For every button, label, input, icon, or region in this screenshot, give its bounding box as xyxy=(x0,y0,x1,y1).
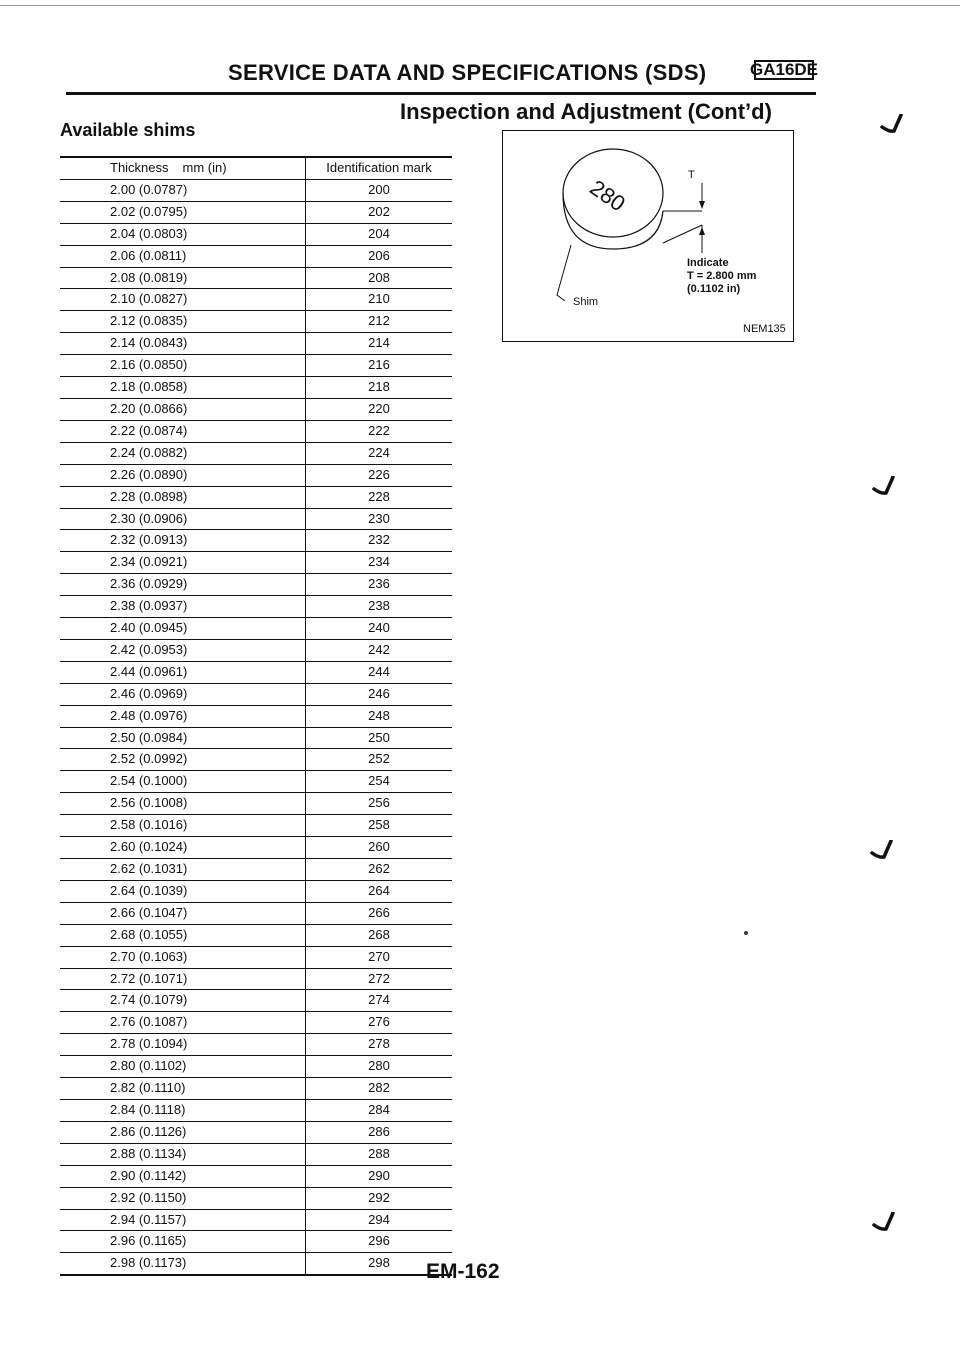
thickness-cell: 2.70 (0.1063) xyxy=(60,946,306,968)
identification-mark-cell: 260 xyxy=(306,837,453,859)
check-mark-icon xyxy=(870,840,894,862)
indicate-value: T = 2.800 mm xyxy=(687,270,757,282)
identification-mark-cell: 232 xyxy=(306,530,453,552)
thickness-cell: 2.54 (0.1000) xyxy=(60,771,306,793)
thickness-cell: 2.92 (0.1150) xyxy=(60,1187,306,1209)
thickness-header-label: Thickness xyxy=(110,160,169,175)
thickness-cell: 2.50 (0.0984) xyxy=(60,727,306,749)
thickness-cell: 2.28 (0.0898) xyxy=(60,486,306,508)
thickness-cell: 2.42 (0.0953) xyxy=(60,639,306,661)
identification-mark-cell: 270 xyxy=(306,946,453,968)
table-row xyxy=(60,1121,452,1143)
thickness-cell: 2.12 (0.0835) xyxy=(60,311,306,333)
engine-badge: GA16DE xyxy=(749,60,819,79)
table-row xyxy=(60,420,452,442)
table-row xyxy=(60,574,452,596)
thickness-cell: 2.36 (0.0929) xyxy=(60,574,306,596)
identification-mark-cell: 206 xyxy=(306,245,453,267)
table-row xyxy=(60,1253,452,1275)
identification-mark-cell: 226 xyxy=(306,464,453,486)
shim-table xyxy=(60,156,452,1276)
thickness-cell: 2.52 (0.0992) xyxy=(60,749,306,771)
thickness-cell: 2.38 (0.0937) xyxy=(60,596,306,618)
thickness-cell: 2.04 (0.0803) xyxy=(60,223,306,245)
table-row xyxy=(60,596,452,618)
table-row xyxy=(60,1012,452,1034)
table-row xyxy=(60,267,452,289)
identification-mark-cell: 246 xyxy=(306,683,453,705)
check-mark-icon xyxy=(872,1212,896,1234)
identification-mark-cell: 282 xyxy=(306,1078,453,1100)
identification-mark-cell: 274 xyxy=(306,990,453,1012)
table-row xyxy=(60,552,452,574)
identification-mark-cell: 272 xyxy=(306,968,453,990)
identification-mark-cell: 236 xyxy=(306,574,453,596)
thickness-cell: 2.08 (0.0819) xyxy=(60,267,306,289)
table-row xyxy=(60,837,452,859)
thickness-cell: 2.22 (0.0874) xyxy=(60,420,306,442)
table-row xyxy=(60,1034,452,1056)
thickness-cell: 2.62 (0.1031) xyxy=(60,859,306,881)
shim-label: Shim xyxy=(573,296,599,308)
identification-mark-cell: 276 xyxy=(306,1012,453,1034)
table-row xyxy=(60,793,452,815)
table-row xyxy=(60,990,452,1012)
table-row xyxy=(60,333,452,355)
identification-mark-cell: 220 xyxy=(306,398,453,420)
table-row xyxy=(60,223,452,245)
table-row xyxy=(60,1099,452,1121)
table-row xyxy=(60,1143,452,1165)
identification-mark-cell: 240 xyxy=(306,618,453,640)
thickness-unit-label: mm (in) xyxy=(182,160,227,175)
thickness-cell: 2.60 (0.1024) xyxy=(60,837,306,859)
table-row xyxy=(60,1056,452,1078)
table-row xyxy=(60,639,452,661)
table-row xyxy=(60,968,452,990)
identification-mark-cell: 208 xyxy=(306,267,453,289)
identification-mark-cell: 268 xyxy=(306,924,453,946)
shim-identification-mark: 280 xyxy=(585,174,630,217)
thickness-cell: 2.94 (0.1157) xyxy=(60,1209,306,1231)
table-row xyxy=(60,508,452,530)
shim-table-body xyxy=(60,179,452,1275)
identification-mark-cell: 218 xyxy=(306,377,453,399)
check-mark-icon xyxy=(872,476,896,498)
identification-mark-cell: 210 xyxy=(306,289,453,311)
identification-mark-cell: 214 xyxy=(306,333,453,355)
identification-mark-cell: 228 xyxy=(306,486,453,508)
thickness-cell: 2.30 (0.0906) xyxy=(60,508,306,530)
thickness-cell: 2.18 (0.0858) xyxy=(60,377,306,399)
table-row xyxy=(60,705,452,727)
section-title: Available shims xyxy=(60,120,196,140)
table-row xyxy=(60,486,452,508)
thickness-cell: 2.24 (0.0882) xyxy=(60,442,306,464)
t-label: T xyxy=(688,169,695,181)
page-title: SERVICE DATA AND SPECIFICATIONS (SDS) xyxy=(228,60,707,85)
table-row xyxy=(60,946,452,968)
identification-mark-cell: 278 xyxy=(306,1034,453,1056)
table-header-row xyxy=(60,157,452,179)
table-row xyxy=(60,1187,452,1209)
identification-mark-cell: 292 xyxy=(306,1187,453,1209)
table-row xyxy=(60,289,452,311)
table-row xyxy=(60,464,452,486)
shim-diagram xyxy=(503,131,795,343)
thickness-cell: 2.78 (0.1094) xyxy=(60,1034,306,1056)
figure-code: NEM135 xyxy=(743,323,786,335)
table-row xyxy=(60,377,452,399)
table-row xyxy=(60,245,452,267)
table-row xyxy=(60,749,452,771)
thickness-cell: 2.44 (0.0961) xyxy=(60,661,306,683)
page-number: EM-162 xyxy=(426,1260,500,1283)
identification-mark-cell: 286 xyxy=(306,1121,453,1143)
thickness-cell: 2.72 (0.1071) xyxy=(60,968,306,990)
thickness-cell: 2.64 (0.1039) xyxy=(60,880,306,902)
thickness-cell: 2.32 (0.0913) xyxy=(60,530,306,552)
page-subtitle: Inspection and Adjustment (Cont’d) xyxy=(400,99,772,124)
thickness-cell: 2.80 (0.1102) xyxy=(60,1056,306,1078)
table-row xyxy=(60,355,452,377)
thickness-cell: 2.90 (0.1142) xyxy=(60,1165,306,1187)
identification-mark-cell: 204 xyxy=(306,223,453,245)
identification-mark-cell: 244 xyxy=(306,661,453,683)
identification-mark-cell: 262 xyxy=(306,859,453,881)
table-row xyxy=(60,1231,452,1253)
table-row xyxy=(60,880,452,902)
identification-mark-cell: 258 xyxy=(306,815,453,837)
table-row xyxy=(60,311,452,333)
thickness-column-header xyxy=(60,157,306,179)
table-row xyxy=(60,924,452,946)
thickness-cell: 2.86 (0.1126) xyxy=(60,1121,306,1143)
table-row xyxy=(60,179,452,201)
thickness-cell: 2.84 (0.1118) xyxy=(60,1099,306,1121)
indicate-value-inch: (0.1102 in) xyxy=(687,283,741,295)
thickness-cell: 2.66 (0.1047) xyxy=(60,902,306,924)
thickness-cell: 2.82 (0.1110) xyxy=(60,1078,306,1100)
identification-mark-cell: 264 xyxy=(306,880,453,902)
thickness-cell: 2.10 (0.0827) xyxy=(60,289,306,311)
identification-mark-cell: 216 xyxy=(306,355,453,377)
table-row xyxy=(60,771,452,793)
table-row xyxy=(60,661,452,683)
table-row xyxy=(60,1209,452,1231)
thickness-cell: 2.56 (0.1008) xyxy=(60,793,306,815)
thickness-cell: 2.06 (0.0811) xyxy=(60,245,306,267)
table-row xyxy=(60,683,452,705)
identification-mark-cell: 248 xyxy=(306,705,453,727)
thickness-cell: 2.76 (0.1087) xyxy=(60,1012,306,1034)
identification-mark-cell: 224 xyxy=(306,442,453,464)
identification-mark-cell: 222 xyxy=(306,420,453,442)
identification-mark-cell: 212 xyxy=(306,311,453,333)
table-row xyxy=(60,201,452,223)
header-rule xyxy=(66,92,816,95)
mark-column-header: Identification mark xyxy=(306,157,453,179)
thickness-cell: 2.48 (0.0976) xyxy=(60,705,306,727)
table-row xyxy=(60,727,452,749)
thickness-cell: 2.16 (0.0850) xyxy=(60,355,306,377)
table-row xyxy=(60,530,452,552)
table-row xyxy=(60,815,452,837)
identification-mark-cell: 266 xyxy=(306,902,453,924)
identification-mark-cell: 202 xyxy=(306,201,453,223)
identification-mark-cell: 256 xyxy=(306,793,453,815)
indicate-label: Indicate xyxy=(687,257,729,269)
identification-mark-cell: 298 xyxy=(306,1253,453,1275)
identification-mark-cell: 280 xyxy=(306,1056,453,1078)
thickness-cell: 2.68 (0.1055) xyxy=(60,924,306,946)
thickness-cell: 2.14 (0.0843) xyxy=(60,333,306,355)
thickness-cell: 2.26 (0.0890) xyxy=(60,464,306,486)
table-row xyxy=(60,1078,452,1100)
thickness-cell: 2.40 (0.0945) xyxy=(60,618,306,640)
thickness-cell: 2.96 (0.1165) xyxy=(60,1231,306,1253)
table-row xyxy=(60,859,452,881)
thickness-cell: 2.98 (0.1173) xyxy=(60,1253,306,1275)
stray-dot xyxy=(744,931,748,935)
identification-mark-cell: 234 xyxy=(306,552,453,574)
table-row xyxy=(60,1165,452,1187)
thickness-cell: 2.46 (0.0969) xyxy=(60,683,306,705)
identification-mark-cell: 294 xyxy=(306,1209,453,1231)
identification-mark-cell: 252 xyxy=(306,749,453,771)
identification-mark-cell: 242 xyxy=(306,639,453,661)
thickness-cell: 2.88 (0.1134) xyxy=(60,1143,306,1165)
thickness-cell: 2.74 (0.1079) xyxy=(60,990,306,1012)
identification-mark-cell: 238 xyxy=(306,596,453,618)
identification-mark-cell: 250 xyxy=(306,727,453,749)
thickness-cell: 2.58 (0.1016) xyxy=(60,815,306,837)
table-row xyxy=(60,902,452,924)
top-edge-rule xyxy=(0,5,960,6)
identification-mark-cell: 254 xyxy=(306,771,453,793)
identification-mark-cell: 284 xyxy=(306,1099,453,1121)
shim-figure xyxy=(502,130,794,342)
thickness-cell: 2.02 (0.0795) xyxy=(60,201,306,223)
table-row xyxy=(60,618,452,640)
check-mark-icon xyxy=(880,114,904,136)
identification-mark-cell: 296 xyxy=(306,1231,453,1253)
table-row xyxy=(60,442,452,464)
table-row xyxy=(60,398,452,420)
identification-mark-cell: 230 xyxy=(306,508,453,530)
thickness-cell: 2.20 (0.0866) xyxy=(60,398,306,420)
thickness-cell: 2.34 (0.0921) xyxy=(60,552,306,574)
identification-mark-cell: 290 xyxy=(306,1165,453,1187)
identification-mark-cell: 288 xyxy=(306,1143,453,1165)
thickness-cell: 2.00 (0.0787) xyxy=(60,179,306,201)
identification-mark-cell: 200 xyxy=(306,179,453,201)
